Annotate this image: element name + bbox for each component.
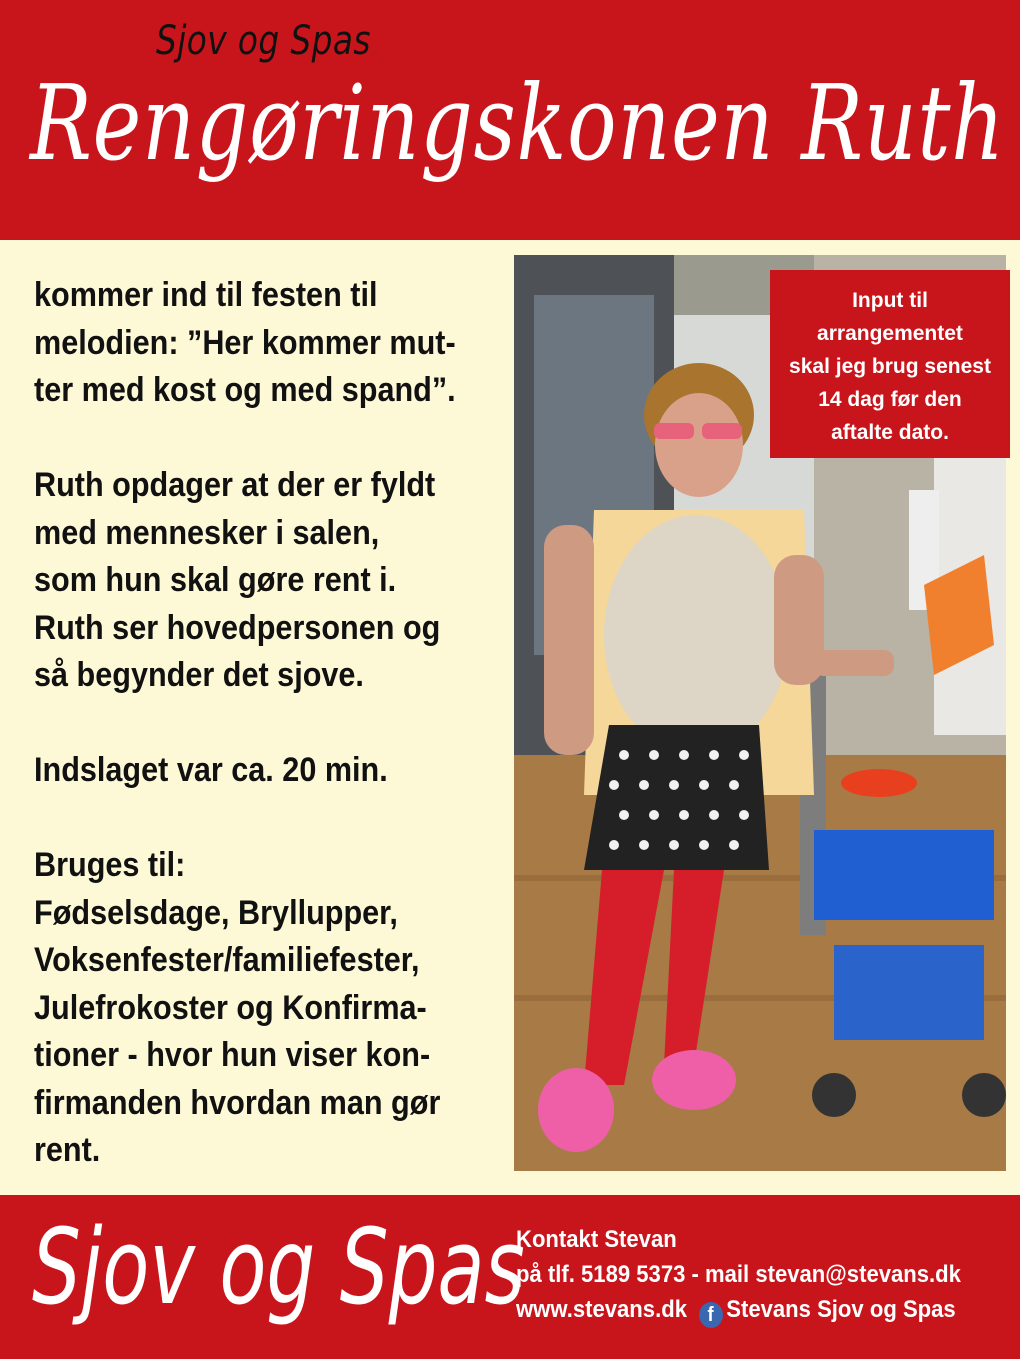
header-kicker: Sjov og Spas	[156, 18, 371, 64]
contact-web-row	[516, 1292, 961, 1328]
paragraph-uses: Bruges til: Fødselsdage, Bryllupper, Voksenfester/familiefester, Julefrokoster og Konfirma- tioner - hvor hun viser kon- firmanden hvordan man gør rent.	[34, 846, 441, 1169]
contact-phone-mail: på tlf. 5189 5373 - mail stevan@stevans.dk	[516, 1261, 961, 1288]
notice-box: Input til arrangementet skal jeg brug senest 14 dag før den aftalte dato.	[770, 270, 1010, 458]
paragraph-story: Ruth opdager at der er fyldt med mennesker i salen, som hun skal gøre rent i. Ruth ser hovedpersonen og så begynder det sjove.	[34, 466, 441, 694]
facebook-icon: f	[699, 1302, 723, 1328]
facebook-link[interactable]: Stevans Sjov og Spas	[726, 1296, 956, 1323]
page-title: Rengøringskonen Ruth	[30, 62, 1006, 184]
paragraph-intro: kommer ind til festen til melodien: ”Her kommer mut- ter med kost og med spand”.	[34, 276, 456, 409]
footer-brand: Sjov og Spas	[32, 1206, 525, 1328]
description-text	[34, 272, 504, 1175]
contact-name: Kontakt Stevan	[516, 1226, 677, 1253]
website-link[interactable]: www.stevans.dk	[516, 1296, 687, 1323]
contact-block	[516, 1222, 1000, 1328]
paragraph-duration: Indslaget var ca. 20 min.	[34, 751, 388, 789]
